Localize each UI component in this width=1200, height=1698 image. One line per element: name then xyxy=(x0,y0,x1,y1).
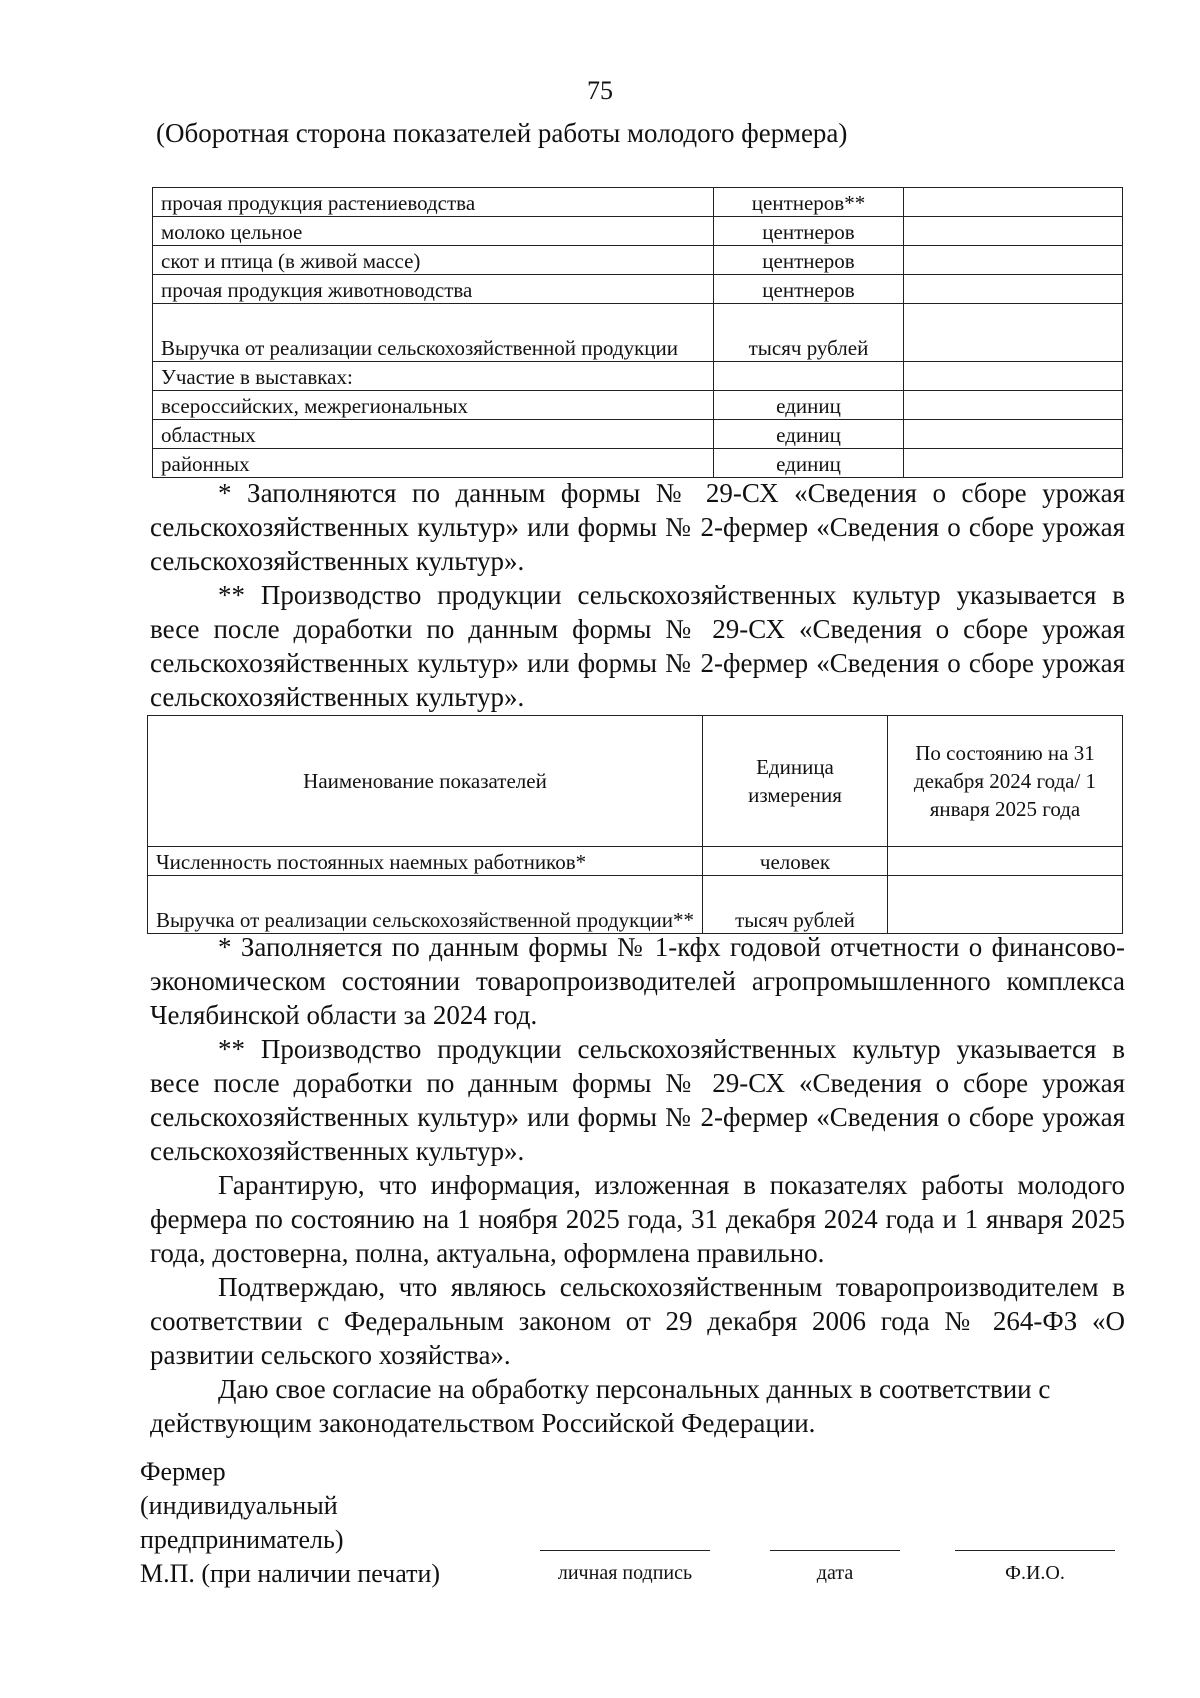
date-line[interactable] xyxy=(770,1550,900,1551)
row-unit: центнеров xyxy=(714,275,904,304)
employees-revenue-table xyxy=(147,715,1123,934)
page-subtitle: (Оборотная сторона показателей работы молодого фермера) xyxy=(156,118,848,148)
table-row xyxy=(148,847,1123,876)
row-name: всероссийских, межрегиональных xyxy=(153,391,714,420)
table-row xyxy=(153,217,1123,246)
table-row xyxy=(153,275,1123,304)
row-name: Участие в выставках: xyxy=(153,362,714,391)
header-indicator-name: Наименование показателей xyxy=(148,716,703,847)
header-unit: Единица измерения xyxy=(703,716,888,847)
table-row xyxy=(153,304,1123,362)
signer-title-line3: предприниматель) xyxy=(140,1525,344,1554)
footnotes-table2 xyxy=(150,930,1125,1440)
row-value-cell[interactable] xyxy=(904,420,1123,449)
row-unit: единиц xyxy=(714,391,904,420)
row-value-cell[interactable] xyxy=(904,217,1123,246)
row-name: скот и птица (в живой массе) xyxy=(153,246,714,275)
table-row xyxy=(153,391,1123,420)
stamp-note: М.П. (при наличии печати) xyxy=(140,1559,441,1588)
table-row xyxy=(153,420,1123,449)
footnote-double-asterisk: ** Производство продукции сельскохозяйственных культур указывается в весе после доработки по данным формы № 29-СХ «Сведения о сборе урожая сельскохозяйственных культур» или формы № 2-фермер «Сведения о сборе урожая сельскохозяйственных культур». xyxy=(150,580,1125,712)
full-name-line[interactable] xyxy=(955,1550,1115,1551)
table-header-row xyxy=(148,716,1123,847)
row-value-cell[interactable] xyxy=(888,876,1123,934)
row-name: областных xyxy=(153,420,714,449)
footnote-double-asterisk: ** Производство продукции сельскохозяйственных культур указывается в весе после доработки по данным формы № 29-СХ «Сведения о сборе урожая сельскохозяйственных культур» или формы № 2-фермер «Сведения о сборе урожая сельскохозяйственных культур». xyxy=(150,1034,1125,1166)
table-row xyxy=(153,449,1123,478)
row-value-cell[interactable] xyxy=(904,188,1123,217)
signer-title-line2: (индивидуальный xyxy=(140,1491,338,1520)
footnotes-table1 xyxy=(150,476,1125,714)
row-value-cell[interactable] xyxy=(904,449,1123,478)
signature-line[interactable] xyxy=(540,1550,710,1551)
row-unit: тысяч рублей xyxy=(714,304,904,362)
footnote-single-asterisk: * Заполняются по данным формы № 29-СХ «Сведения о сборе урожая сельскохозяйственных культур» или формы № 2-фермер «Сведения о сборе урожая сельскохозяйственных культур». xyxy=(150,478,1125,576)
row-value-cell[interactable] xyxy=(904,304,1123,362)
table-row xyxy=(153,188,1123,217)
indicators-table-continued xyxy=(152,187,1123,478)
row-unit: единиц xyxy=(714,449,904,478)
row-name: Выручка от реализации сельскохозяйственной продукции xyxy=(153,304,714,362)
row-unit: центнеров xyxy=(714,217,904,246)
signer-title: Фермер xyxy=(140,1457,226,1486)
row-name: прочая продукция растениеводства xyxy=(153,188,714,217)
row-name: Выручка от реализации сельскохозяйственной продукции** xyxy=(148,876,703,934)
date-caption: дата xyxy=(816,1562,854,1584)
signature-caption: личная подпись xyxy=(557,1562,693,1584)
row-name: прочая продукция животноводства xyxy=(153,275,714,304)
row-unit: центнеров xyxy=(714,246,904,275)
row-value-cell[interactable] xyxy=(904,362,1123,391)
table-row xyxy=(148,876,1123,934)
producer-confirmation: Подтверждаю, что являюсь сельскохозяйственным товаропроизводителем в соответствии с Федеральным законом от 29 декабря 2006 года № 264-ФЗ «О развитии сельского хозяйства». xyxy=(150,1272,1125,1370)
personal-data-consent: Даю свое согласие на обработку персональных данных в соответствии с действующим законодательством Российской Федерации. xyxy=(150,1374,1051,1438)
full-name-caption: Ф.И.О. xyxy=(1005,1562,1065,1584)
row-value-cell[interactable] xyxy=(904,246,1123,275)
row-value-cell[interactable] xyxy=(888,847,1123,876)
table-row xyxy=(153,246,1123,275)
row-unit: центнеров** xyxy=(714,188,904,217)
page-number: 75 xyxy=(587,76,613,105)
guarantee-statement: Гарантирую, что информация, изложенная в показателях работы молодого фермера по состоянию на 1 ноября 2025 года, 31 декабря 2024 года и 1 января 2025 года, достоверна, полна, актуальна, оформлена правильно. xyxy=(150,1170,1125,1268)
signature-block xyxy=(140,1455,440,1591)
row-name: Численность постоянных наемных работников* xyxy=(148,847,703,876)
footnote-single-asterisk: * Заполняется по данным формы № 1-кфх годовой отчетности о финансово-экономическом состоянии товаропроизводителей агропромышленного комплекса Челябинской области за 2024 год. xyxy=(150,932,1125,1030)
row-unit xyxy=(714,362,904,391)
signature-fields xyxy=(540,1540,1120,1590)
row-unit: единиц xyxy=(714,420,904,449)
table-row xyxy=(153,362,1123,391)
header-value-date: По состоянию на 31 декабря 2024 года/ 1 января 2025 года xyxy=(888,716,1123,847)
row-unit: человек xyxy=(703,847,888,876)
row-value-cell[interactable] xyxy=(904,275,1123,304)
row-unit: тысяч рублей xyxy=(703,876,888,934)
row-value-cell[interactable] xyxy=(904,391,1123,420)
row-name: молоко цельное xyxy=(153,217,714,246)
row-name: районных xyxy=(153,449,714,478)
